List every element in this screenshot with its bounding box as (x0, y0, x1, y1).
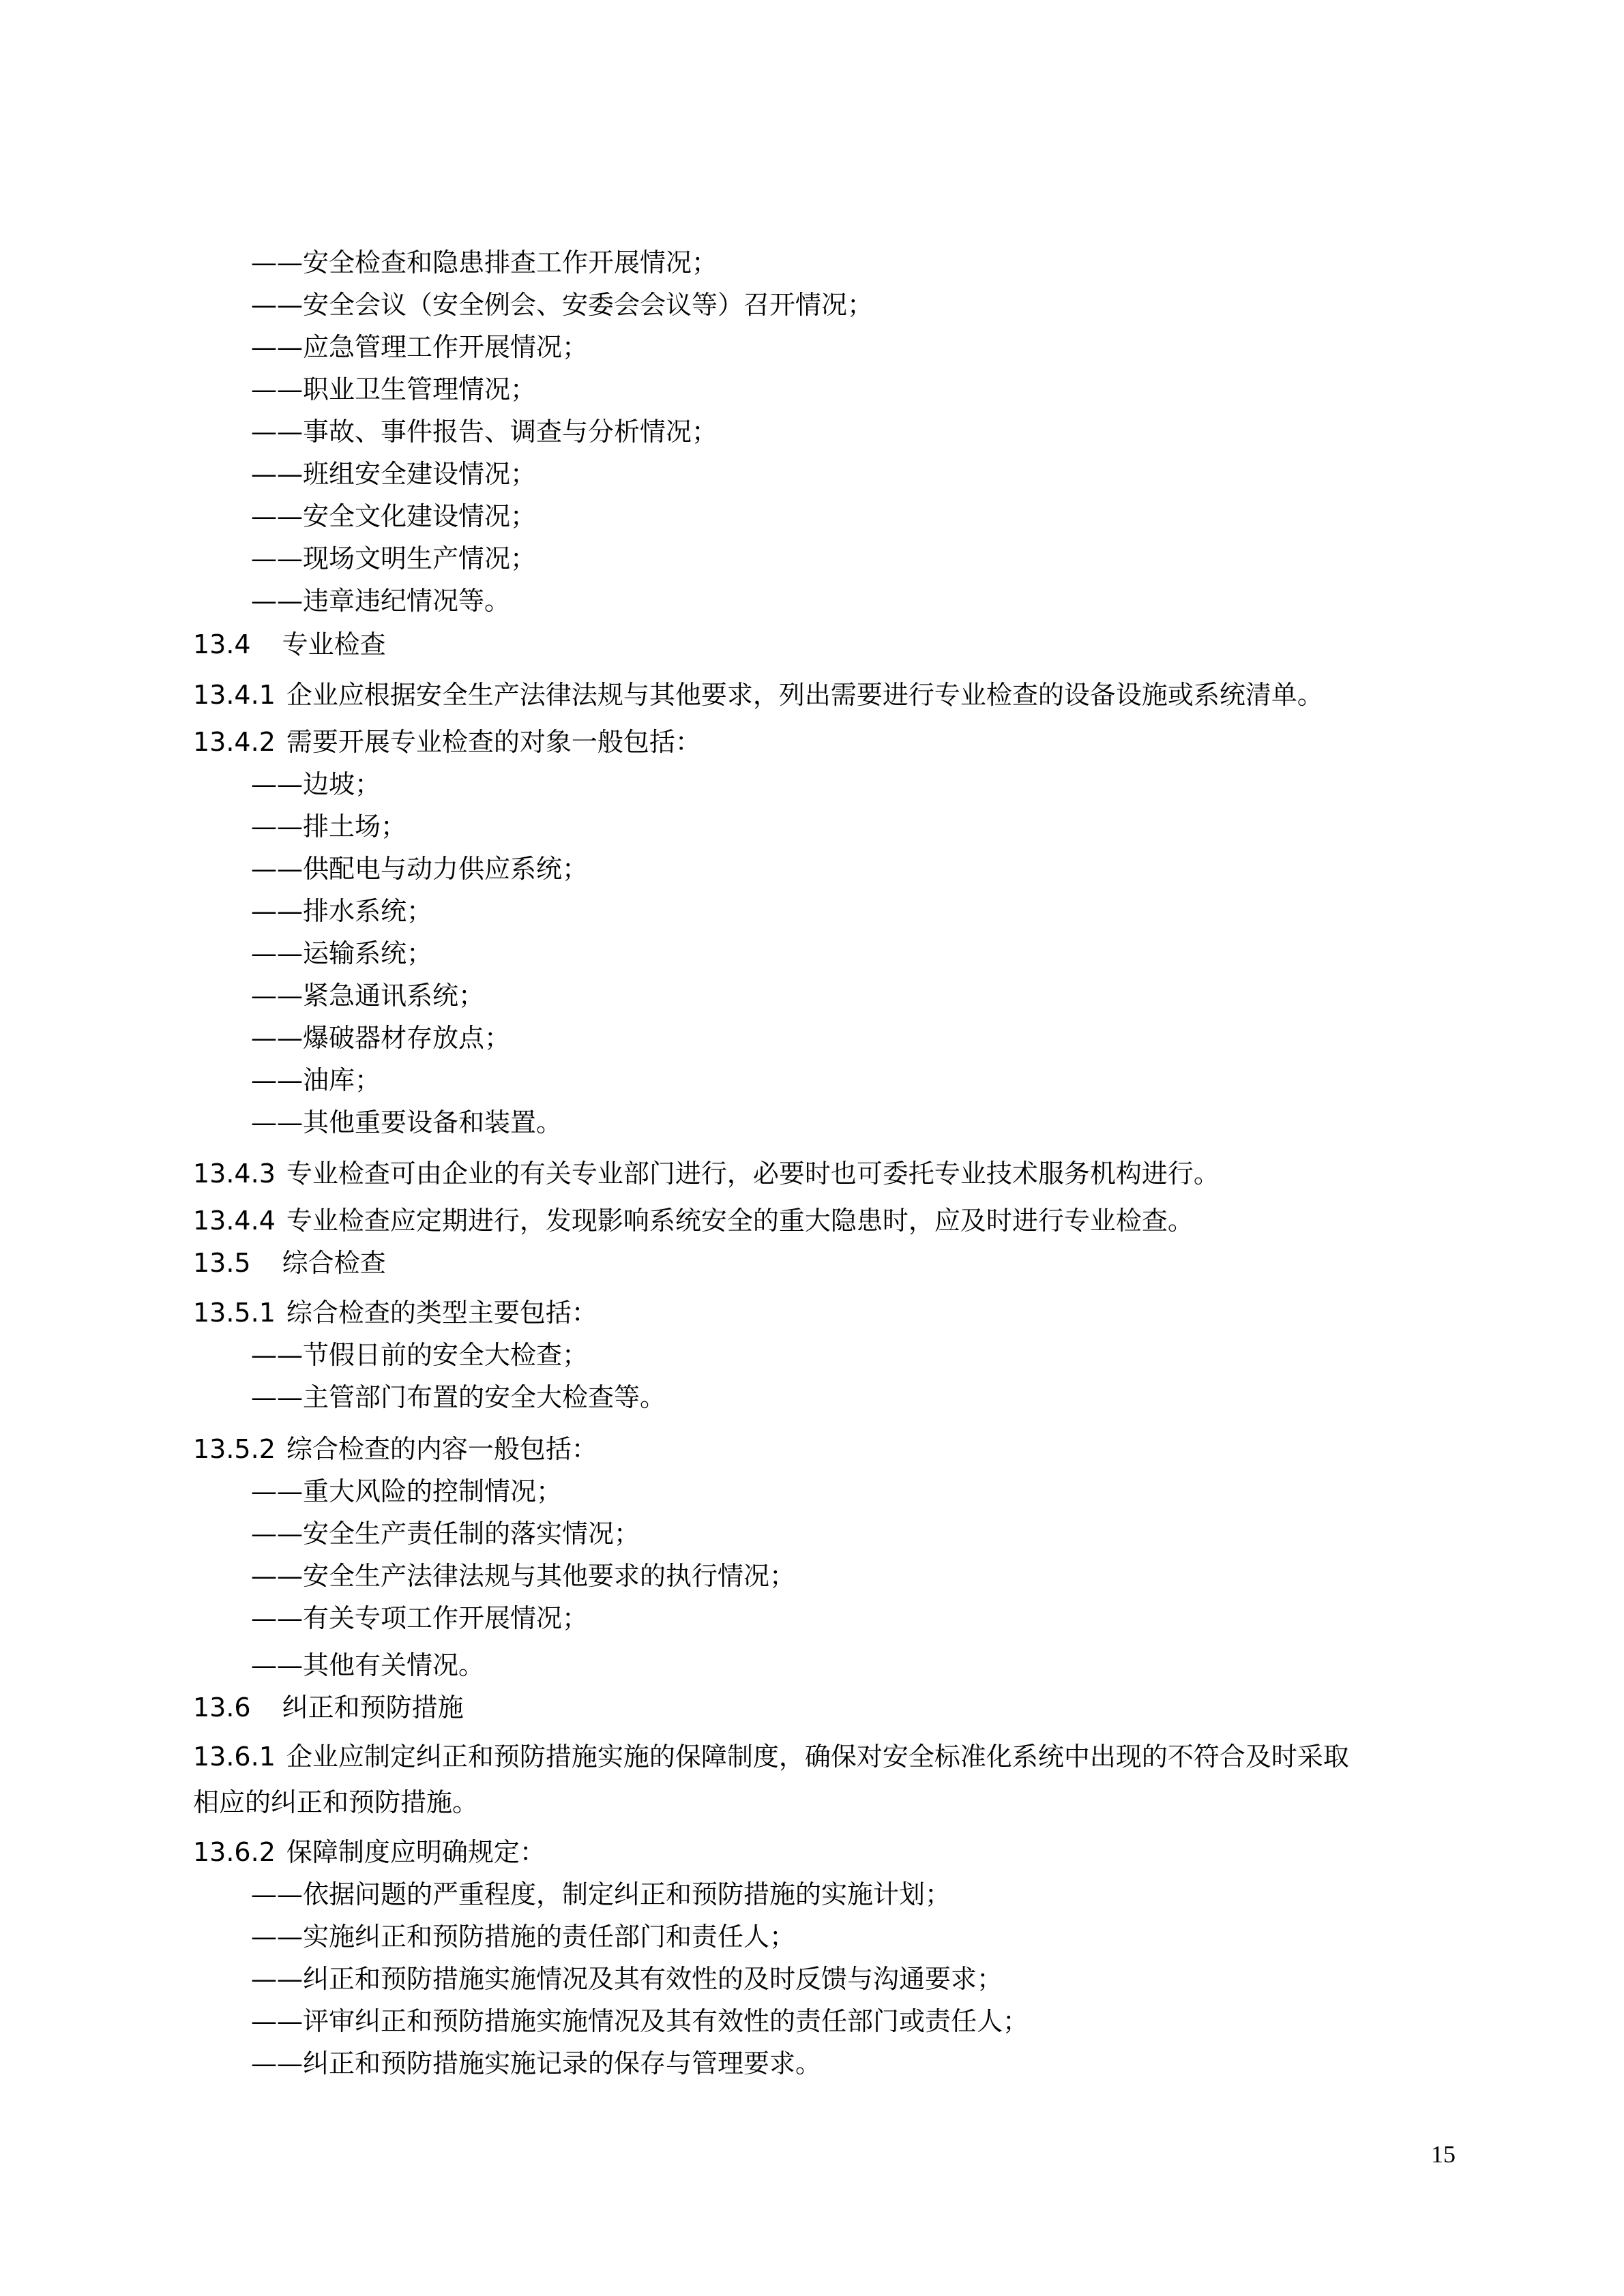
clause-13-4-3 (193, 1161, 1220, 1187)
clause-text: 综合检查的内容一般包括： (286, 1434, 597, 1464)
list-item: ——评审纠正和预防措施实施情况及其有效性的责任部门或责任人； (251, 2006, 1029, 2036)
list-item: ——应急管理工作开展情况； (251, 332, 589, 362)
clause-text: 综合检查的类型主要包括： (286, 1298, 597, 1328)
list-item: ——实施纠正和预防措施的责任部门和责任人； (251, 1922, 796, 1952)
clause-text: 专业检查应定期进行，发现影响系统安全的重大隐患时，应及时进行专业检查。 (286, 1206, 1194, 1236)
clause-number: 13.6.2 (193, 1837, 276, 1867)
clause-number: 13.5.2 (193, 1434, 276, 1464)
clause-text: 企业应根据安全生产法律法规与其他要求，列出需要进行专业检查的设备设施或系统清单。 (286, 680, 1323, 710)
list-item: ——安全会议（安全例会、安委会会议等）召开情况； (251, 290, 874, 320)
clause-number: 13.4.4 (193, 1206, 276, 1236)
list-item: ——安全文化建设情况； (251, 501, 537, 531)
clause-13-5-1 (193, 1300, 597, 1326)
clause-text-continued: 相应的纠正和预防措施。 (193, 1787, 479, 1817)
list-item: ——依据问题的严重程度，制定纠正和预防措施的实施计划； (251, 1879, 951, 1909)
clause-text: 需要开展专业检查的对象一般包括： (286, 727, 701, 757)
section-number: 13.6 (193, 1693, 251, 1723)
list-item: ——纠正和预防措施实施情况及其有效性的及时反馈与沟通要求； (251, 1964, 1003, 1994)
list-item: ——安全生产法律法规与其他要求的执行情况； (251, 1561, 796, 1591)
list-item: ——有关专项工作开展情况； (251, 1603, 589, 1633)
section-number: 13.5 (193, 1248, 251, 1278)
list-item: ——事故、事件报告、调查与分析情况； (251, 417, 718, 447)
section-heading-13-4 (193, 631, 386, 657)
section-heading-13-6 (193, 1693, 464, 1723)
clause-text: 保障制度应明确规定： (286, 1837, 546, 1867)
list-item: ——安全检查和隐患排查工作开展情况； (251, 248, 718, 278)
list-item: ——现场文明生产情况； (251, 543, 537, 573)
list-item: ——边坡； (251, 769, 381, 799)
list-item: ——节假日前的安全大检查； (251, 1340, 589, 1370)
list-item: ——运输系统； (251, 938, 433, 968)
list-item: ——主管部门布置的安全大检查等。 (251, 1382, 666, 1412)
list-item: ——班组安全建设情况； (251, 459, 537, 489)
clause-13-4-2 (193, 729, 701, 755)
clause-number: 13.4.1 (193, 680, 276, 710)
list-item: ——排水系统； (251, 896, 433, 926)
clause-number: 13.4.2 (193, 727, 276, 757)
section-title: 专业检查 (282, 629, 386, 659)
clause-number: 13.6.1 (193, 1742, 276, 1772)
page-number: 15 (1431, 2141, 1456, 2168)
list-item: ——其他重要设备和装置。 (251, 1107, 563, 1137)
list-item: ——爆破器材存放点； (251, 1023, 511, 1053)
section-number: 13.4 (193, 629, 251, 659)
clause-number: 13.5.1 (193, 1298, 276, 1328)
list-item: ——职业卫生管理情况； (251, 374, 537, 404)
list-item: ——供配电与动力供应系统； (251, 854, 589, 884)
list-item: ——违章违纪情况等。 (251, 586, 511, 616)
clause-13-6-2 (193, 1839, 546, 1865)
clause-13-4-4 (193, 1208, 1194, 1234)
list-item: ——其他有关情况。 (251, 1650, 485, 1680)
list-item: ——重大风险的控制情况； (251, 1476, 563, 1506)
clause-13-4-1 (193, 682, 1323, 708)
list-item: ——油库； (251, 1065, 381, 1095)
clause-text: 企业应制定纠正和预防措施实施的保障制度，确保对安全标准化系统中出现的不符合及时采取 (286, 1742, 1349, 1772)
clause-number: 13.4.3 (193, 1159, 276, 1189)
clause-13-5-2 (193, 1436, 597, 1462)
clause-13-6-1 (193, 1744, 1349, 1770)
section-title: 纠正和预防措施 (282, 1693, 464, 1723)
section-title: 综合检查 (282, 1248, 386, 1278)
clause-text: 专业检查可由企业的有关专业部门进行，必要时也可委托专业技术服务机构进行。 (286, 1159, 1220, 1189)
list-item: ——安全生产责任制的落实情况； (251, 1519, 640, 1549)
list-item: ——紧急通讯系统； (251, 981, 485, 1011)
list-item: ——排土场； (251, 811, 407, 841)
list-item: ——纠正和预防措施实施记录的保存与管理要求。 (251, 2048, 822, 2078)
section-heading-13-5 (193, 1250, 386, 1276)
